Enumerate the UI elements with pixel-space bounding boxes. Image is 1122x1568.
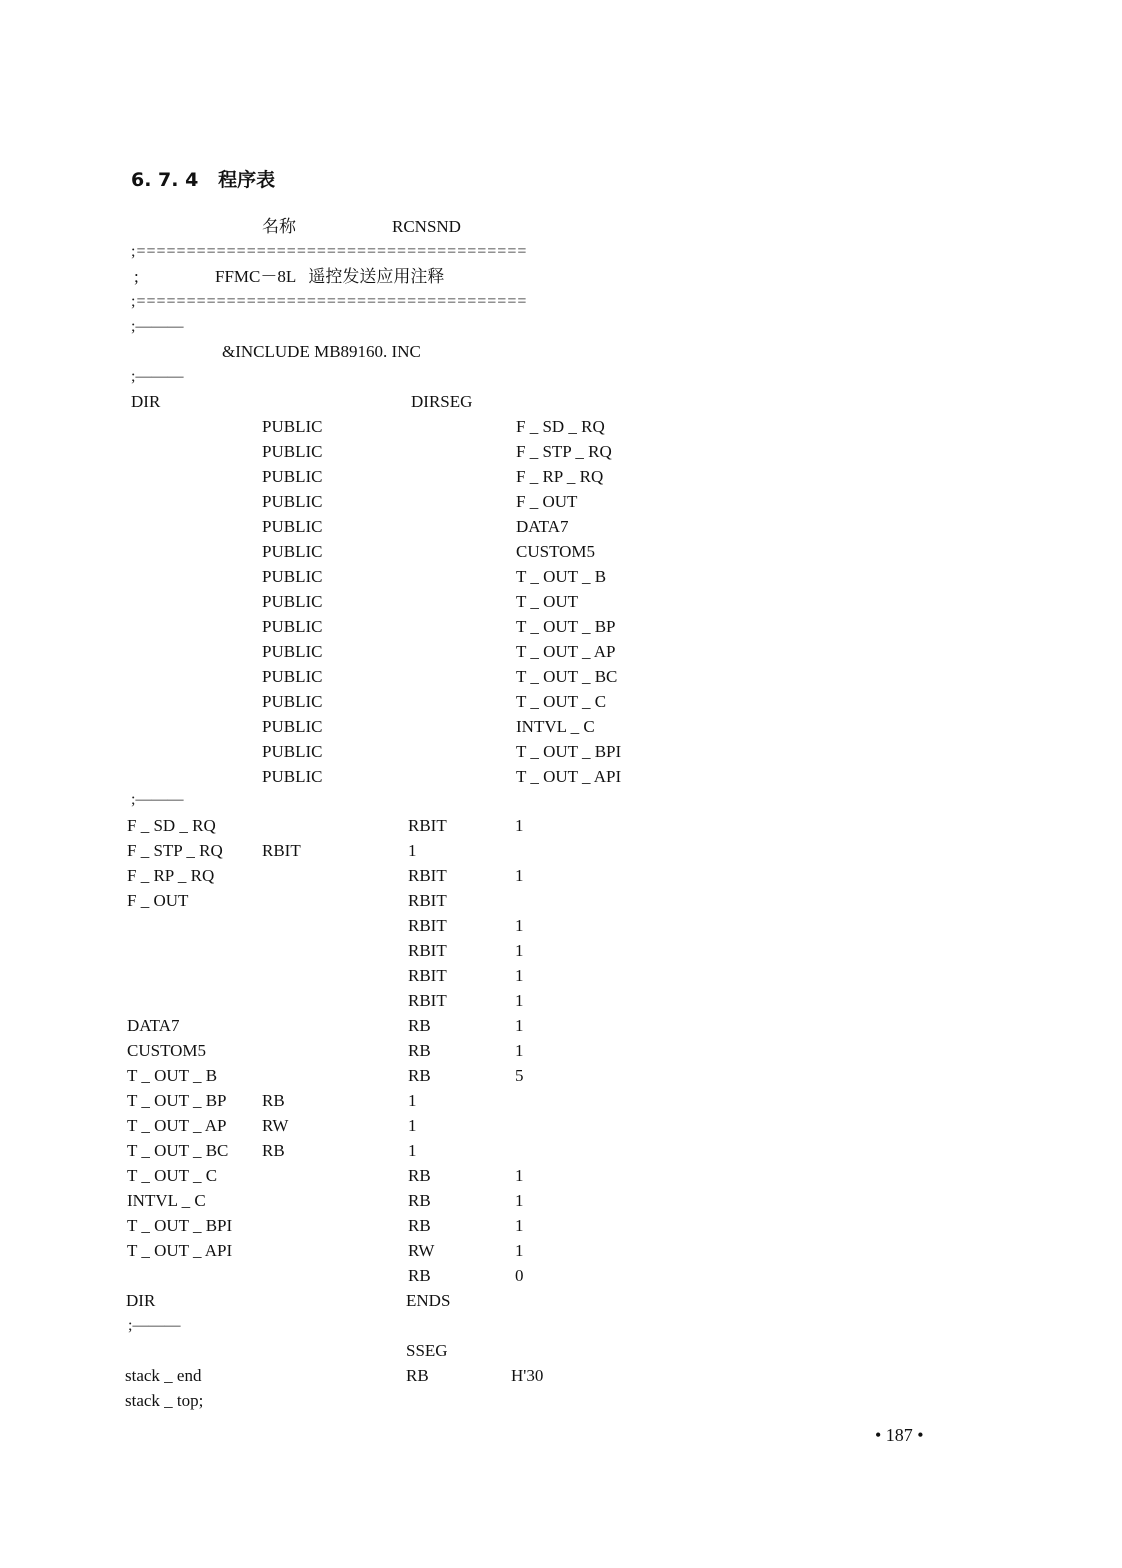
decl-value: 5 [515,1066,524,1085]
public-symbol: T _ OUT _ BC [516,667,618,686]
public-symbol: INTVL _ C [516,717,595,736]
public-symbol: F _ OUT [516,492,578,511]
decl-op: 1 [408,1141,417,1160]
decl-label: T _ OUT _ C [127,1166,218,1185]
separator-4: ;——— [128,1317,181,1334]
decl-inline-op: RB [262,1141,285,1160]
decl-value: 0 [515,1266,524,1285]
decl-op: RW [408,1241,435,1260]
decl-op: RBIT [408,866,447,885]
decl-op: RBIT [408,916,447,935]
public-keyword: PUBLIC [262,542,323,561]
decl-label: F _ SD _ RQ [127,816,216,835]
separator-1: ;——— [131,318,184,335]
public-symbol: CUSTOM5 [516,542,596,561]
decl-label: T _ OUT _ BPI [127,1216,233,1235]
section-heading: 6. 7. 4 程序表 [131,169,276,191]
public-keyword: PUBLIC [262,417,323,436]
public-keyword: PUBLIC [262,642,323,661]
public-keyword: PUBLIC [262,692,323,711]
comment-semicolon: ; [134,267,139,286]
decl-label: F _ STP _ RQ [127,841,223,860]
page-number: • 187 • [875,1425,924,1445]
public-symbol: F _ SD _ RQ [516,417,605,436]
public-keyword: PUBLIC [262,617,323,636]
stack-end-val: H'30 [511,1366,544,1385]
stack-top-label: stack _ top; [125,1391,204,1410]
decl-label: T _ OUT _ AP [127,1116,227,1135]
sseg: SSEG [406,1341,448,1360]
public-keyword: PUBLIC [262,517,323,536]
comment-text: FFMC－8L 遥控发送应用注释 [215,267,445,286]
separator-2: ;——— [131,368,184,385]
stack-end-op: RB [406,1366,429,1385]
dir-end-op: ENDS [406,1291,451,1310]
public-keyword: PUBLIC [262,742,323,761]
decl-op: RBIT [408,816,447,835]
rule-line-bottom: ;======================================= [131,293,528,310]
public-symbol: T _ OUT _ B [516,567,607,586]
decl-inline-op: RBIT [262,841,301,860]
public-keyword: PUBLIC [262,567,323,586]
decl-inline-op: RB [262,1091,285,1110]
public-symbol: T _ OUT _ BP [516,617,616,636]
decl-value: 1 [515,966,524,985]
public-symbol: F _ STP _ RQ [516,442,612,461]
decl-value: 1 [515,1191,524,1210]
public-keyword: PUBLIC [262,717,323,736]
decl-op: RB [408,1016,431,1035]
decl-op: RB [408,1166,431,1185]
decl-label: T _ OUT _ BP [127,1091,227,1110]
dir-seg: DIRSEG [411,392,473,411]
public-symbol: T _ OUT _ API [516,767,622,786]
decl-value: 1 [515,916,524,935]
decl-value: 1 [515,1216,524,1235]
public-keyword: PUBLIC [262,667,323,686]
public-symbol: T _ OUT _ AP [516,642,616,661]
decl-op: RB [408,1266,431,1285]
name-value: RCNSND [392,217,461,236]
decl-value: 1 [515,941,524,960]
decl-op: RBIT [408,941,447,960]
public-symbol: T _ OUT _ C [516,692,607,711]
decl-op: 1 [408,841,417,860]
decl-op: RB [408,1041,431,1060]
public-keyword: PUBLIC [262,467,323,486]
dir-end-label: DIR [126,1291,156,1310]
public-symbol: DATA7 [516,517,569,536]
decl-op: RB [408,1216,431,1235]
name-label: 名称 [262,217,296,236]
decl-op: RB [408,1066,431,1085]
decl-inline-op: RW [262,1116,289,1135]
decl-label: T _ OUT _ BC [127,1141,229,1160]
decl-label: T _ OUT _ API [127,1241,233,1260]
decl-op: 1 [408,1116,417,1135]
decl-op: RB [408,1191,431,1210]
public-symbol: F _ RP _ RQ [516,467,604,486]
separator-3: ;——— [131,791,184,808]
include-line: &INCLUDE MB89160. INC [222,342,421,361]
decl-label: F _ OUT [127,891,189,910]
decl-value: 1 [515,1166,524,1185]
public-symbol: T _ OUT _ BPI [516,742,622,761]
public-keyword: PUBLIC [262,442,323,461]
decl-value: 1 [515,991,524,1010]
stack-end-label: stack _ end [125,1366,202,1385]
decl-label: CUSTOM5 [127,1041,207,1060]
decl-label: F _ RP _ RQ [127,866,215,885]
decl-value: 1 [515,1041,524,1060]
decl-value: 1 [515,866,524,885]
decl-label: INTVL _ C [127,1191,206,1210]
decl-op: RBIT [408,891,447,910]
decl-op: 1 [408,1091,417,1110]
rule-line-top: ;======================================= [131,243,528,260]
decl-value: 1 [515,1241,524,1260]
public-symbol: T _ OUT [516,592,579,611]
decl-op: RBIT [408,966,447,985]
public-keyword: PUBLIC [262,592,323,611]
decl-label: T _ OUT _ B [127,1066,218,1085]
public-keyword: PUBLIC [262,492,323,511]
decl-value: 1 [515,816,524,835]
decl-value: 1 [515,1016,524,1035]
decl-op: RBIT [408,991,447,1010]
decl-label: DATA7 [127,1016,180,1035]
public-keyword: PUBLIC [262,767,323,786]
dir-label: DIR [131,392,161,411]
